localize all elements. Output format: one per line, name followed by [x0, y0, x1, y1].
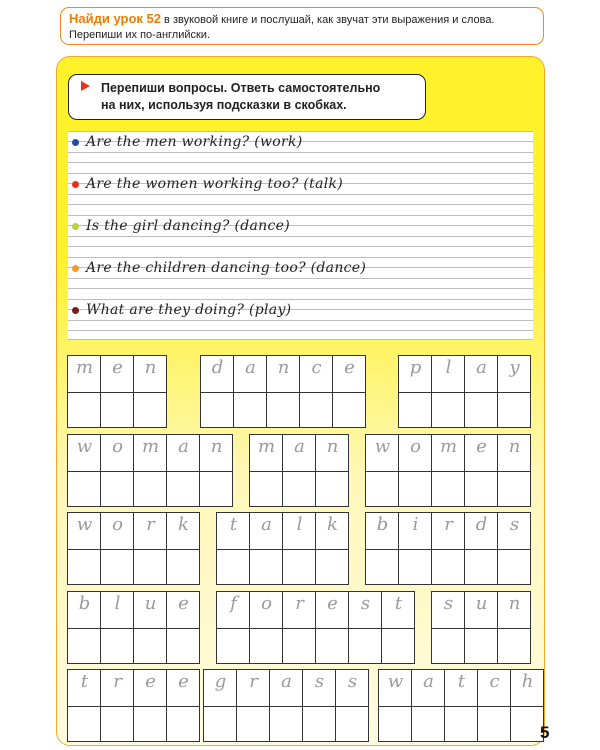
question-lines — [68, 131, 533, 339]
page-number: 5 — [540, 723, 550, 742]
tracing-letter: r — [146, 514, 155, 535]
grid-divider — [68, 549, 199, 550]
tracing-letter: n — [508, 593, 521, 614]
question-text: Is the girl dancing? (dance) — [86, 218, 290, 234]
ruled-line — [68, 131, 533, 132]
tracing-letter: n — [210, 436, 223, 457]
instruction-line-1: Перепиши вопросы. Ответь самостоятельно — [101, 81, 381, 95]
tracing-letter: n — [144, 357, 157, 378]
tracing-letter: o — [112, 514, 123, 535]
tracing-letter: t — [80, 671, 89, 692]
lesson-hint-box — [60, 7, 544, 45]
ruled-line — [68, 204, 533, 205]
grid-divider — [217, 628, 414, 629]
tracing-letter: a — [294, 436, 305, 457]
bullet-dot-icon — [72, 223, 79, 230]
tracing-letter: l — [114, 593, 121, 614]
question-row-end — [68, 339, 533, 340]
tracing-letter: u — [144, 593, 157, 614]
tracing-letter: m — [257, 436, 276, 457]
tracing-letter: b — [78, 593, 91, 614]
play-arrow-icon — [81, 81, 90, 91]
tracing-letter: e — [178, 593, 189, 614]
tracing-letter: e — [344, 357, 355, 378]
word-grid-woman — [67, 434, 233, 507]
grid-divider — [432, 628, 530, 629]
word-grid-sun — [431, 591, 531, 664]
tracing-letter: e — [112, 357, 123, 378]
tracing-letter: l — [296, 514, 303, 535]
tracing-letter: w — [387, 671, 404, 692]
word-grid-forest — [216, 591, 415, 664]
ruled-line — [68, 257, 533, 258]
ruled-line — [68, 236, 533, 237]
tracing-letter: e — [327, 593, 338, 614]
tracing-letter: b — [376, 514, 389, 535]
grid-divider — [250, 471, 348, 472]
tracing-letter: y — [509, 357, 520, 378]
tracing-letter: a — [261, 514, 272, 535]
instruction-box — [68, 74, 426, 120]
tracing-letter: o — [112, 436, 123, 457]
lesson-hint-text: в звуковой книге и послушай, как звучат эти выражения и слова. — [160, 14, 495, 26]
tracing-letter: t — [229, 514, 238, 535]
tracing-letter: d — [475, 514, 488, 535]
tracing-letter: r — [249, 671, 258, 692]
ruled-line — [68, 246, 533, 247]
tracing-letter: n — [326, 436, 339, 457]
word-grid-work — [67, 512, 200, 585]
tracing-letter: h — [521, 671, 534, 692]
tracing-letter: a — [423, 671, 434, 692]
grid-divider — [68, 471, 232, 472]
tracing-letter: t — [394, 593, 403, 614]
question-text: What are they doing? (play) — [86, 302, 292, 318]
tracing-letter: c — [489, 671, 500, 692]
tracing-letter: a — [178, 436, 189, 457]
grid-divider — [366, 471, 530, 472]
word-grid-play — [398, 355, 531, 428]
question-row — [68, 173, 533, 215]
ruled-line — [68, 330, 533, 331]
word-grid-talk — [216, 512, 349, 585]
tracing-letter: a — [245, 357, 256, 378]
word-grid-birds — [365, 512, 531, 585]
bullet-dot-icon — [72, 139, 79, 146]
question-row — [68, 299, 533, 341]
grid-divider — [68, 706, 199, 707]
question-text: Are the women working too? (talk) — [86, 176, 344, 192]
ruled-line — [68, 162, 533, 163]
grid-divider — [204, 706, 368, 707]
tracing-letter: g — [214, 671, 227, 692]
tracing-letter: w — [374, 436, 391, 457]
tracing-letter: s — [347, 671, 358, 692]
ruled-line — [68, 339, 533, 340]
word-grid-women — [365, 434, 531, 507]
grid-divider — [366, 549, 530, 550]
tracing-letter: m — [141, 436, 160, 457]
tracing-letter: e — [476, 436, 487, 457]
grid-divider — [379, 706, 543, 707]
grid-divider — [201, 392, 365, 393]
ruled-line — [68, 215, 533, 216]
word-grid-man — [249, 434, 349, 507]
tracing-letter: t — [457, 671, 466, 692]
tracing-letter: m — [439, 436, 458, 457]
grid-divider — [68, 392, 166, 393]
tracing-letter: r — [113, 671, 122, 692]
tracing-letter: c — [311, 357, 322, 378]
tracing-letter: o — [261, 593, 272, 614]
ruled-line — [68, 194, 533, 195]
ruled-line — [68, 278, 533, 279]
lesson-hint-line-2: Перепиши их по-английски. — [69, 29, 211, 41]
bullet-dot-icon — [72, 307, 79, 314]
bullet-dot-icon — [72, 181, 79, 188]
grid-divider — [399, 392, 530, 393]
lesson-hint-line-1 — [69, 11, 535, 28]
question-row — [68, 131, 533, 173]
tracing-letter: f — [230, 593, 237, 614]
tracing-letter: w — [76, 514, 93, 535]
tracing-letter: l — [445, 357, 452, 378]
tracing-letter: s — [360, 593, 371, 614]
tracing-letter: w — [76, 436, 93, 457]
ruled-line — [68, 288, 533, 289]
tracing-letter: o — [410, 436, 421, 457]
question-row — [68, 257, 533, 299]
word-grid-tree — [67, 669, 200, 742]
tracing-letter: a — [281, 671, 292, 692]
bullet-dot-icon — [72, 265, 79, 272]
tracing-letter: s — [314, 671, 325, 692]
word-grid-dance — [200, 355, 366, 428]
question-text: Are the children dancing too? (dance) — [86, 260, 367, 276]
lesson-highlight: Найди урок 52 — [69, 11, 161, 26]
tracing-letter: p — [409, 357, 422, 378]
tracing-letter: k — [178, 514, 189, 535]
word-grid-watch — [378, 669, 544, 742]
tracing-letter: a — [476, 357, 487, 378]
tracing-letter: k — [327, 514, 338, 535]
tracing-letter: e — [145, 671, 156, 692]
ruled-line — [68, 173, 533, 174]
ruled-line — [68, 299, 533, 300]
instruction-line-2: на них, используя подсказки в скобках. — [101, 98, 347, 112]
grid-divider — [68, 628, 199, 629]
word-grid-men — [67, 355, 167, 428]
tracing-letter: e — [178, 671, 189, 692]
question-row — [68, 215, 533, 257]
ruled-line — [68, 152, 533, 153]
ruled-line — [68, 320, 533, 321]
word-grid-grass — [203, 669, 369, 742]
tracing-letter: s — [443, 593, 454, 614]
question-text: Are the men working? (work) — [86, 134, 303, 150]
tracing-letter: s — [509, 514, 520, 535]
tracing-letter: r — [295, 593, 304, 614]
tracing-letter: i — [412, 514, 419, 535]
word-grid-blue — [67, 591, 200, 664]
grid-divider — [217, 549, 348, 550]
tracing-letter: n — [277, 357, 290, 378]
tracing-letter: r — [444, 514, 453, 535]
tracing-letter: n — [508, 436, 521, 457]
tracing-letter: m — [75, 357, 94, 378]
tracing-letter: u — [475, 593, 488, 614]
tracing-letter: d — [211, 357, 224, 378]
